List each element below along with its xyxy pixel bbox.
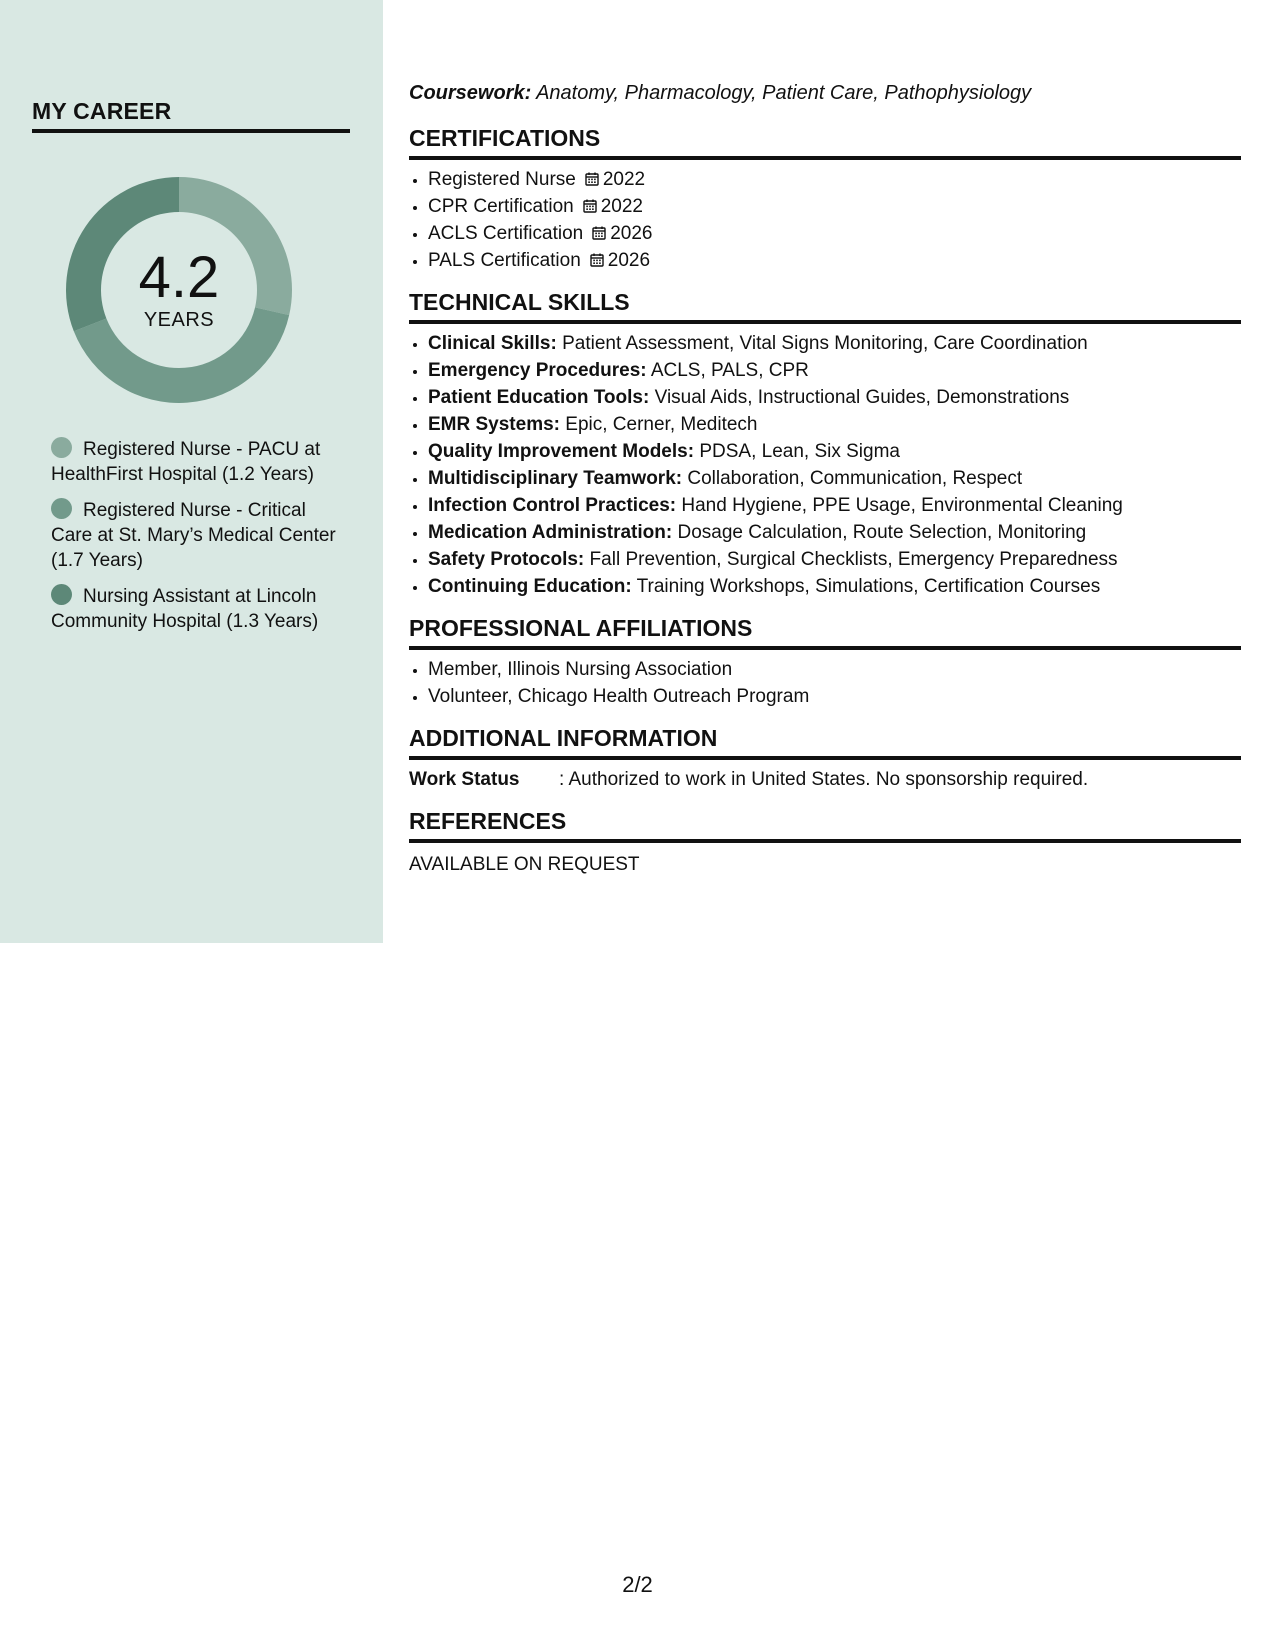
coursework-text: Anatomy, Pharmacology, Patient Care, Pathophysiology (536, 82, 1032, 104)
cert-name: CPR Certification (428, 196, 574, 217)
calendar-icon (576, 169, 603, 190)
certifications-heading: CERTIFICATIONS (409, 124, 1241, 160)
work-status-row (409, 766, 1241, 793)
donut-center-label (66, 245, 292, 332)
skill-name: Emergency Procedures: (428, 360, 647, 381)
legend-dot-icon (51, 437, 72, 458)
work-status-label: Work Status (409, 769, 520, 790)
list-item (428, 220, 1241, 247)
career-sidebar (0, 0, 383, 943)
list-item (428, 438, 1241, 465)
cert-name: Registered Nurse (428, 169, 576, 190)
affiliations-list (409, 656, 1241, 710)
legend-item (51, 437, 341, 487)
list-item (428, 519, 1241, 546)
skill-name: EMR Systems: (428, 414, 560, 435)
list-item: • Volunteer, Chicago Health Outreach Program (428, 683, 1241, 710)
career-legend (51, 437, 341, 645)
list-item (428, 247, 1241, 274)
legend-dot-icon (51, 584, 72, 605)
skill-name: Safety Protocols: (428, 549, 585, 570)
list-item (428, 384, 1241, 411)
references-text: AVAILABLE ON REQUEST (409, 854, 640, 875)
calendar-icon (581, 250, 608, 271)
skill-value: Visual Aids, Instructional Guides, Demonstrations (654, 387, 1070, 408)
cert-name: PALS Certification (428, 250, 581, 271)
career-donut-chart (66, 177, 292, 403)
legend-item (51, 498, 341, 573)
list-item (428, 465, 1241, 492)
skill-value: Collaboration, Communication, Respect (687, 468, 1023, 489)
list-item (428, 573, 1241, 600)
legend-label: Registered Nurse - Critical Care at St. Mary’s Medical Center (1.7 Years) (51, 500, 336, 571)
skill-value: Fall Prevention, Surgical Checklists, Emergency Preparedness (589, 549, 1118, 570)
skill-value: PDSA, Lean, Six Sigma (699, 441, 900, 462)
legend-item (51, 584, 341, 634)
total-years-unit: YEARS (143, 309, 215, 331)
skill-value: Training Workshops, Simulations, Certification Courses (636, 576, 1101, 597)
cert-year: 2026 (610, 223, 653, 244)
legend-label: Nursing Assistant at Lincoln Community Hospital (1.3 Years) (51, 586, 319, 632)
additional-info-heading: ADDITIONAL INFORMATION (409, 724, 1241, 760)
cert-year: 2022 (600, 196, 643, 217)
list-item (428, 492, 1241, 519)
cert-year: 2026 (607, 250, 651, 271)
calendar-icon (583, 223, 610, 244)
list-item (428, 411, 1241, 438)
technical-skills-heading: TECHNICAL SKILLS (409, 288, 1241, 324)
skill-value: ACLS, PALS, CPR (650, 360, 809, 381)
skill-name: Multidisciplinary Teamwork: (428, 468, 683, 489)
skill-name: Clinical Skills: (428, 333, 557, 354)
certifications-list (409, 166, 1241, 274)
total-years-value: 4.2 (138, 245, 220, 310)
affiliations-heading: PROFESSIONAL AFFILIATIONS (409, 614, 1241, 650)
main-content (409, 78, 1241, 878)
list-item: • Member, Illinois Nursing Association (428, 656, 1241, 683)
skill-name: Patient Education Tools: (428, 387, 650, 408)
legend-dot-icon (51, 498, 72, 519)
career-title: MY CAREER (32, 98, 350, 133)
legend-label: Registered Nurse - PACU at HealthFirst Hospital (1.2 Years) (51, 439, 321, 485)
coursework-label: Coursework: (409, 82, 532, 104)
list-item (428, 330, 1241, 357)
skill-name: Infection Control Practices: (428, 495, 677, 516)
skill-name: Medication Administration: (428, 522, 673, 543)
list-item (428, 357, 1241, 384)
skill-value: Hand Hygiene, PPE Usage, Environmental Cleaning (681, 495, 1123, 516)
skill-name: Quality Improvement Models: (428, 441, 695, 462)
page-number: 2/2 (622, 1572, 653, 1597)
technical-skills-list (409, 330, 1241, 600)
cert-name: ACLS Certification (428, 223, 584, 244)
list-item (428, 546, 1241, 573)
skill-value: Patient Assessment, Vital Signs Monitoring, Care Coordination (562, 333, 1088, 354)
calendar-icon (574, 196, 601, 217)
skill-value: Dosage Calculation, Route Selection, Monitoring (677, 522, 1087, 543)
skill-value: Epic, Cerner, Meditech (565, 414, 758, 435)
references-heading: REFERENCES (409, 807, 1241, 843)
coursework-line (409, 78, 1241, 108)
list-item (428, 193, 1241, 220)
cert-year: 2022 (602, 169, 646, 190)
work-status-value: : Authorized to work in United States. No sponsorship required. (559, 769, 1089, 790)
list-item (428, 166, 1241, 193)
skill-name: Continuing Education: (428, 576, 632, 597)
